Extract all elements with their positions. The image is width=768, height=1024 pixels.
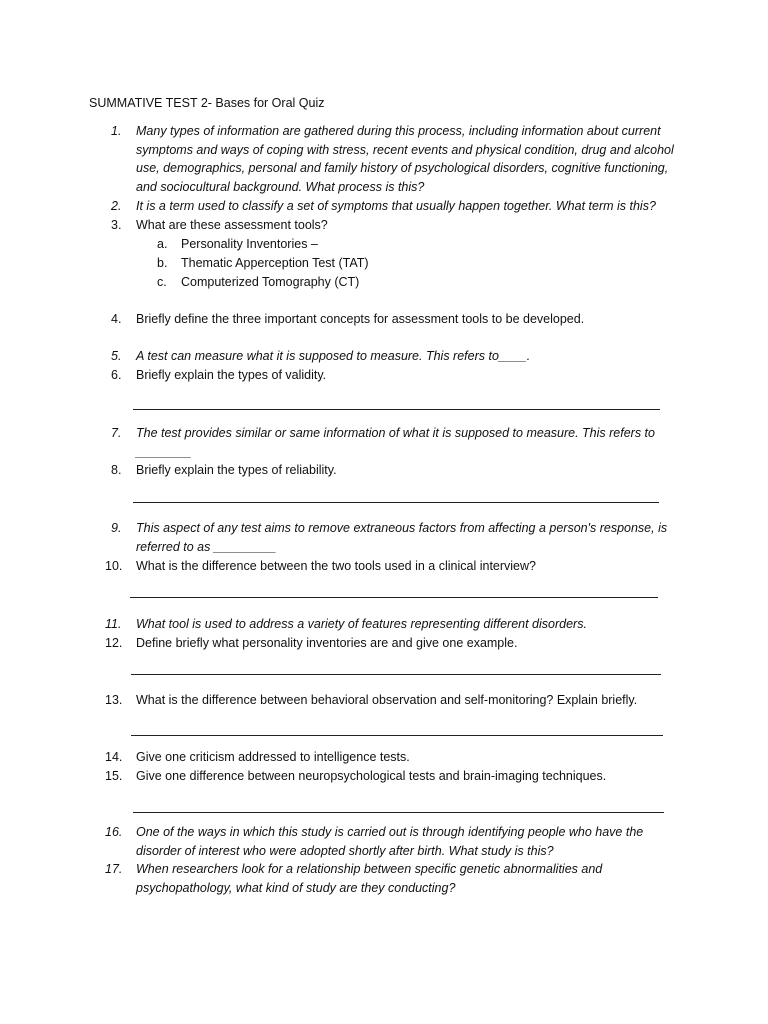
question-number: 4. — [111, 312, 122, 326]
question-text: When researchers look for a relationship between specific genetic abnormalities and psychopathology, what kind of study are they conducting? — [136, 862, 603, 895]
question-text: What is the difference between behavioral observation and self-monitoring? Explain briefly. — [136, 693, 638, 707]
question-number: 12. — [105, 636, 123, 650]
answer-line — [131, 735, 663, 736]
subitem-b — [157, 254, 557, 273]
question-12 — [105, 634, 681, 653]
page-title: SUMMATIVE TEST 2- Bases for Oral Quiz — [89, 96, 325, 110]
subitem-text: Computerized Tomography (CT) — [181, 275, 360, 289]
question-text: What tool is used to address a variety of features representing different disorders. — [136, 617, 587, 631]
question-number: 5. — [111, 349, 122, 363]
question-8 — [111, 461, 681, 480]
question-5 — [111, 347, 681, 366]
question-text: The test provides similar or same information of what it is supposed to measure. This refers to ________ — [136, 426, 655, 459]
question-text: Give one difference between neuropsychological tests and brain-imaging techniques. — [136, 769, 607, 783]
answer-line — [133, 502, 659, 503]
question-text: What are these assessment tools? — [136, 218, 328, 232]
subitem-a — [157, 235, 557, 254]
question-number: 17. — [105, 862, 123, 876]
subitem-letter: a. — [157, 237, 168, 251]
question-number: 9. — [111, 521, 122, 535]
question-number: 10. — [105, 559, 123, 573]
question-number: 1. — [111, 124, 122, 138]
question-number: 3. — [111, 218, 122, 232]
question-2 — [111, 197, 681, 216]
question-text: Define briefly what personality inventories are and give one example. — [136, 636, 518, 650]
question-3 — [111, 216, 681, 235]
question-number: 2. — [111, 199, 122, 213]
question-number: 7. — [111, 426, 122, 440]
question-number: 11. — [105, 617, 122, 631]
question-17 — [105, 860, 681, 897]
question-number: 16. — [105, 825, 123, 839]
subitem-text: Personality Inventories – — [181, 237, 318, 251]
subitem-letter: c. — [157, 275, 167, 289]
subitem-c — [157, 273, 557, 292]
question-4 — [111, 310, 681, 329]
question-15 — [105, 767, 681, 786]
question-text: Many types of information are gathered during this process, including information about current symptoms and ways of coping with stress, recent events and physical condition, drug and alcohol use, demographics, personal and family history of psychological disorders, cognitive functioning, and sociocultural background. What process is this? — [136, 124, 674, 194]
question-text: Briefly explain the types of validity. — [136, 368, 327, 382]
question-number: 14. — [105, 750, 123, 764]
question-text: What is the difference between the two tools used in a clinical interview? — [136, 559, 536, 573]
question-11 — [105, 615, 681, 634]
question-10 — [105, 557, 681, 576]
question-text: Briefly define the three important concepts for assessment tools to be developed. — [136, 312, 585, 326]
answer-line — [130, 597, 658, 598]
question-number: 15. — [105, 769, 123, 783]
question-14 — [105, 748, 681, 767]
question-9 — [111, 519, 681, 556]
question-text: Give one criticism addressed to intelligence tests. — [136, 750, 410, 764]
question-7 — [111, 424, 681, 461]
question-text: One of the ways in which this study is carried out is through identifying people who have the disorder of interest who were adopted shortly after birth. What study is this? — [136, 825, 644, 858]
answer-line — [133, 409, 660, 410]
question-text: This aspect of any test aims to remove extraneous factors from affecting a person's response, is referred to as _________ — [136, 521, 668, 554]
answer-line — [133, 812, 664, 813]
subitem-text: Thematic Apperception Test (TAT) — [181, 256, 369, 270]
answer-line — [131, 674, 661, 675]
question-text: A test can measure what it is supposed to measure. This refers to____. — [136, 349, 531, 363]
question-text: It is a term used to classify a set of symptoms that usually happen together. What term is this? — [136, 199, 656, 213]
question-6 — [111, 366, 681, 385]
question-number: 8. — [111, 463, 122, 477]
question-16 — [105, 823, 681, 860]
question-text: Briefly explain the types of reliability. — [136, 463, 337, 477]
question-number: 6. — [111, 368, 122, 382]
question-number: 13. — [105, 693, 123, 707]
question-13 — [105, 691, 681, 710]
question-1 — [111, 122, 681, 196]
subitem-letter: b. — [157, 256, 168, 270]
